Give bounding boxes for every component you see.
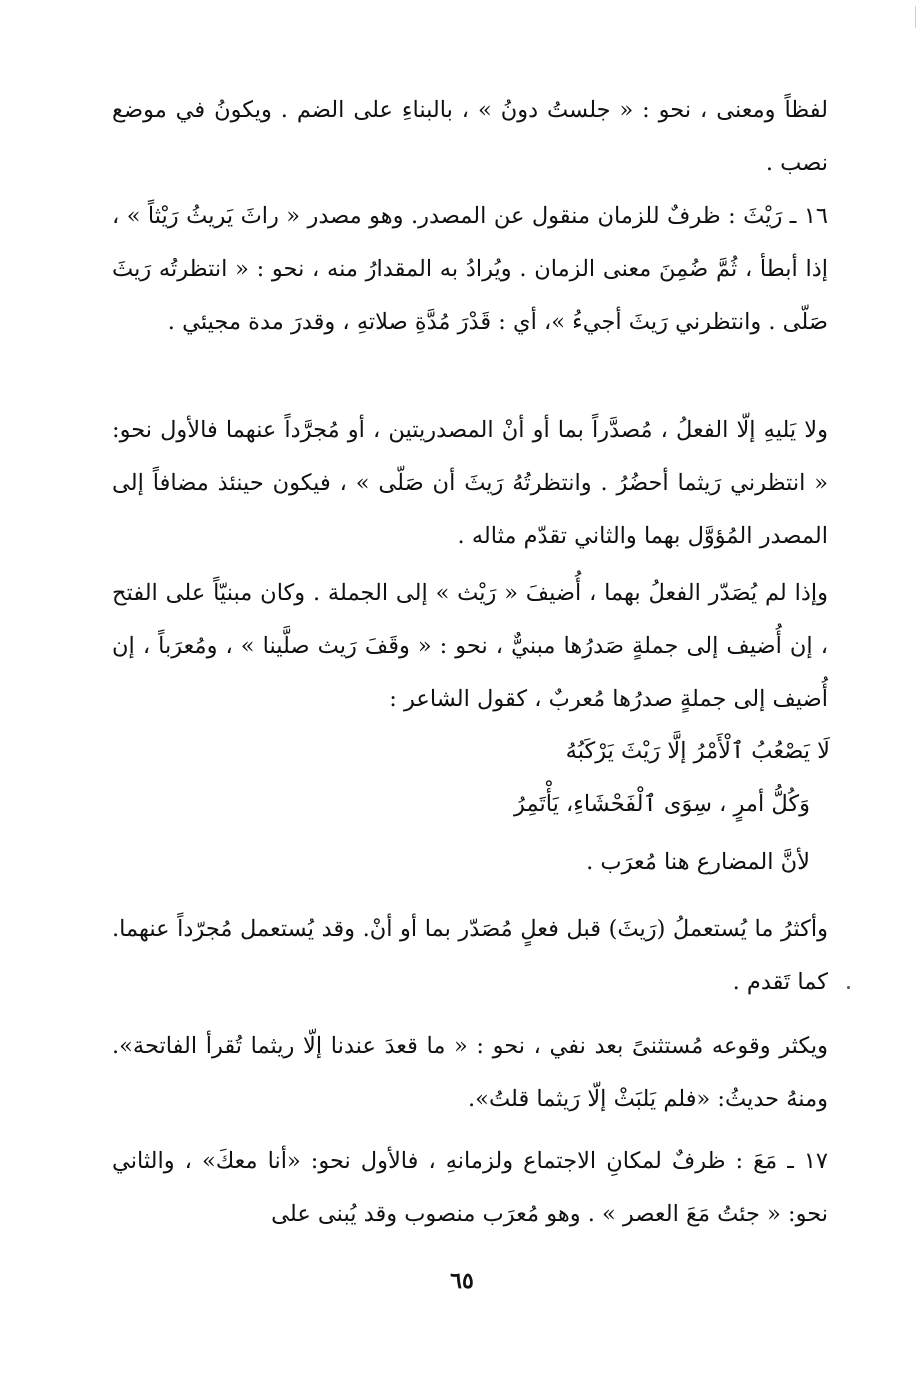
paragraph-rayth-definition: ١٦ ـ رَيْثَ : ظرفٌ للزمان منقول عن المصدر. وهو مصدر « راثَ يَريثُ رَيْثاً » ، إذا أبطأ ، ثُمَّ ضُمِنَ معنى الزمان . ويُرادُ به المقدارُ منه ، نحو : « انتظرتُه رَيثَ صَلّى . وانتظرني رَيثَ أجيءُ »، أي : قَدْرَ مُدَّةِ صلاتهِ ، وقدرَ مدة مجيئي . (112, 203, 828, 335)
paragraph-continuation: لفظاً ومعنى ، نحو : « جلستُ دونُ » ، بالبناءِ على الضم . ويكونُ في موضع نصب . (112, 97, 828, 176)
paragraph-maa-definition: ١٧ ـ مَعَ : ظرفٌ لمكانِ الاجتماع ولزمانهِ ، فالأول نحو: «أنا معكَ» ، والثاني نحو: « جئتُ مَعَ العصر » . وهو مُعرَب منصوب وقد يُبنى على (112, 1148, 828, 1227)
paragraph-rayth-exception: ويكثر وقوعه مُستثنىً بعد نفي ، نحو : « ما قعدَ عندنا إلّا ريثما تُقرأ الفاتحة». ومنهُ حديثُ: «فلم يَلبَثْ إلّا رَيثما قلتُ». (112, 1033, 828, 1112)
scan-edge-mark (915, 6, 916, 28)
margin-dot (847, 986, 850, 989)
paragraph-rayth-usage: ولا يَليهِ إلّا الفعلُ ، مُصدَّراً بما أو أنْ المصدريتين ، أو مُجرَّداً عنهما فالأول نحو: « انتظرني رَيثما أحضُرُ . وانتظرتُهُ رَيثَ أن صَلّى » ، فيكون حينئذ مضافاً إلى المصدر المُؤوَّل بهما والثاني تقدّم مثاله . (112, 417, 828, 549)
verse-note: لأنَّ المضارع هنا مُعرَب . (586, 849, 810, 875)
page-number: ٦٥ (450, 1268, 474, 1294)
paragraph-rayth-construct: وإذا لم يُصَدّر الفعلُ بهما ، أُضيفَ « رَيْث » إلى الجملة . وكان مبنيّاً على الفتح ، إن أُضيف إلى جملةٍ صَدرُها مبنيٌّ ، نحو : « وقَفَ رَيث صلَّينا » ، ومُعرَباً ، إن أُضيف إلى جملةٍ صدرُها مُعربٌ ، كقول الشاعر : (112, 580, 828, 712)
verse-first-hemistich: لَا يَصْعُبُ ٱلْأَمْرُ إلَّا رَيْثَ يَرْكَبُهُ (565, 738, 830, 764)
verse-second-hemistich: وَكُلُّ أمرٍ ، سِوَى ٱلْفَحْشَاءِ، يَأْتَمِرُ (514, 791, 810, 817)
paragraph-rayth-frequency: وأكثرُ ما يُستعملُ (رَيثَ) قبل فعلٍ مُصَدّر بما أو أنْ. وقد يُستعمل مُجرّداً عنهما. كما تَقدم . (112, 916, 828, 995)
